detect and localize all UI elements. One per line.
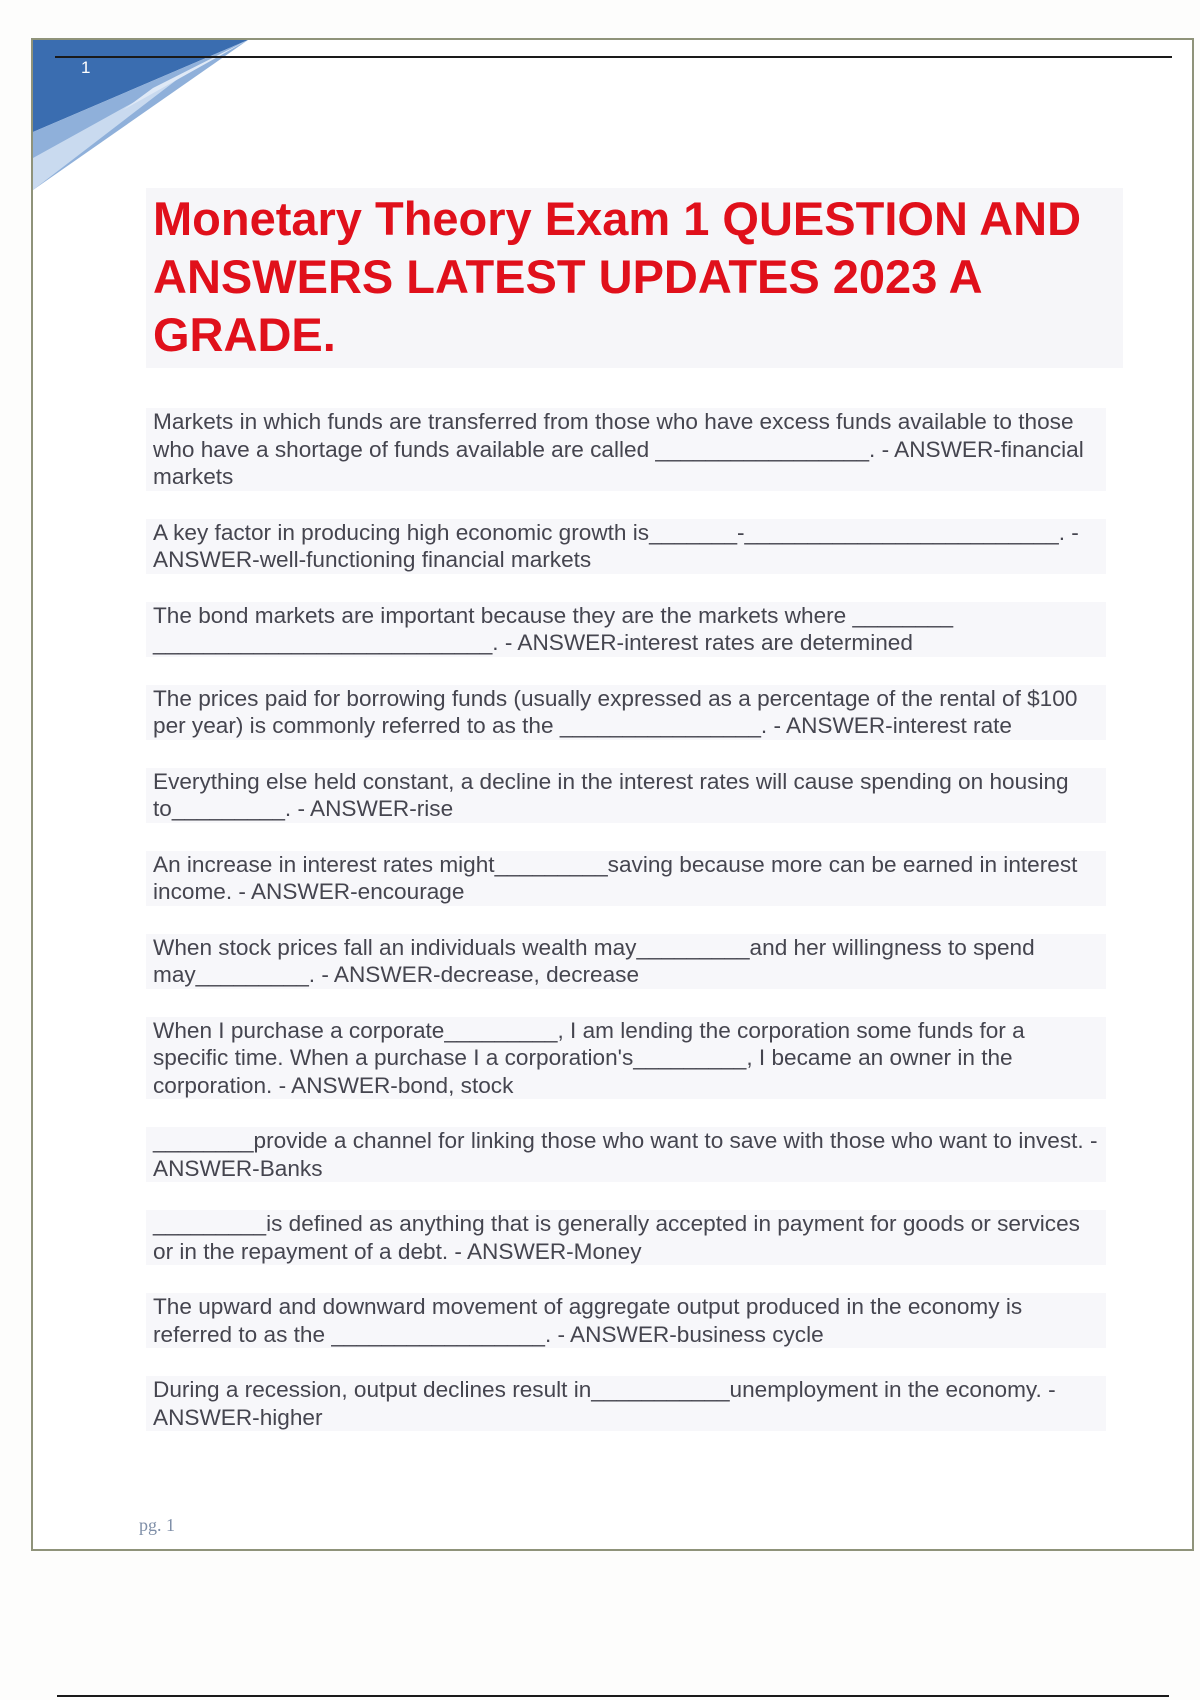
top-rule: [55, 56, 1172, 58]
qa-item: A key factor in producing high economic growth is_______-_________________________. - ANSWER-well-functioning financial markets: [146, 519, 1106, 574]
qa-item: During a recession, output declines result in___________unemployment in the economy. - ANSWER-higher: [146, 1376, 1106, 1431]
page-number: 1: [81, 58, 91, 77]
qa-item: _________is defined as anything that is generally accepted in payment for goods or services or in the repayment of a debt. - ANSWER-Money: [146, 1210, 1106, 1265]
qa-item: An increase in interest rates might_________saving because more can be earned in interest income. - ANSWER-encourage: [146, 851, 1106, 906]
qa-item: The prices paid for borrowing funds (usually expressed as a percentage of the rental of $100 per year) is commonly referred to as the ________________. - ANSWER-interest rate: [146, 685, 1106, 740]
document-title: Monetary Theory Exam 1 QUESTION AND ANSWERS LATEST UPDATES 2023 A GRADE.: [153, 192, 1082, 361]
qa-item: The bond markets are important because they are the markets where ________ ___________________________. - ANSWER-interest rates are determined: [146, 602, 1106, 657]
qa-list: [146, 408, 1106, 1459]
qa-item: The upward and downward movement of aggregate output produced in the economy is referred to as the _________________. - ANSWER-business cycle: [146, 1293, 1106, 1348]
qa-item: ________provide a channel for linking those who want to save with those who want to invest. - ANSWER-Banks: [146, 1127, 1106, 1182]
qa-item: When I purchase a corporate_________, I am lending the corporation some funds for a specific time. When a purchase I a corporation's_________, I became an owner in the corporation. - ANSWER-bond, stock: [146, 1017, 1106, 1100]
bottom-rule: [57, 1695, 1169, 1697]
document-page: [31, 38, 1194, 1551]
page-footer: pg. 1: [139, 1515, 175, 1535]
qa-item: When stock prices fall an individuals wealth may_________and her willingness to spend may_________. - ANSWER-decrease, decrease: [146, 934, 1106, 989]
qa-item: Everything else held constant, a decline in the interest rates will cause spending on housing to_________. - ANSWER-rise: [146, 768, 1106, 823]
qa-item: Markets in which funds are transferred from those who have excess funds available to those who have a shortage of funds available are called _________________. - ANSWER-financial markets: [146, 408, 1106, 491]
title-block: [146, 188, 1123, 368]
